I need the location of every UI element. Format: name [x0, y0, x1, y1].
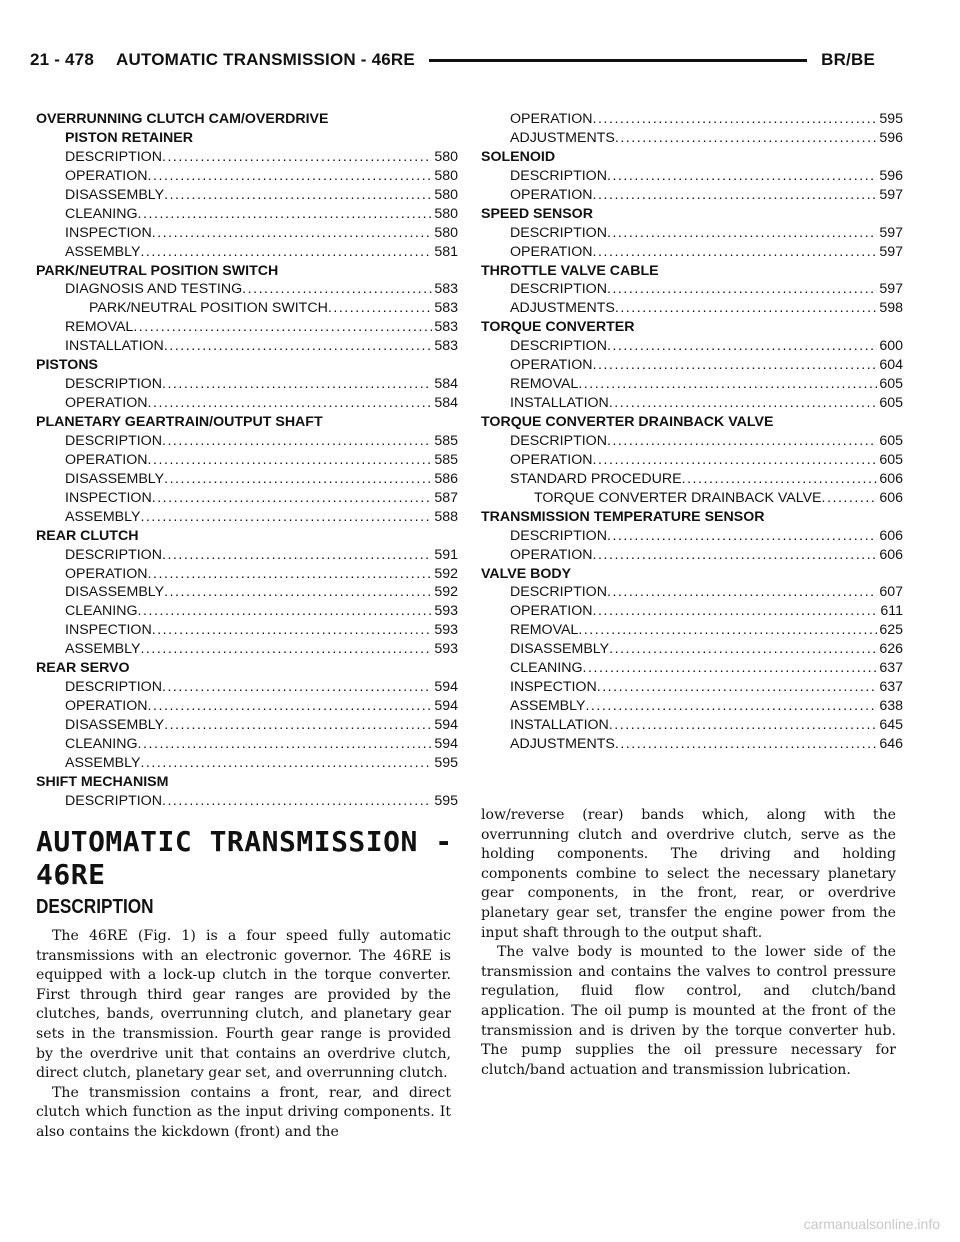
toc-entry-page: 607 [879, 584, 903, 601]
toc-entry-page: 583 [434, 300, 458, 317]
toc-entry-page: 585 [434, 451, 458, 468]
toc-leader-dots [593, 602, 879, 621]
toc-leader-dots [615, 735, 877, 754]
toc-entry[interactable] [481, 432, 903, 451]
toc-leader-dots [152, 621, 433, 640]
toc-leader-dots [138, 602, 433, 621]
toc-entry-page: 580 [434, 205, 458, 222]
toc-leader-dots [609, 716, 878, 735]
toc-entry[interactable] [36, 318, 458, 337]
toc-entry-label: ASSEMBLY [510, 698, 586, 715]
toc-entry[interactable] [481, 583, 903, 602]
toc-leader-dots [148, 451, 433, 470]
toc-leader-dots [162, 148, 432, 167]
toc-section-heading[interactable]: PISTONS [36, 357, 99, 374]
toc-entry-label: ADJUSTMENTS [510, 300, 615, 317]
toc-entry[interactable] [36, 697, 458, 716]
toc-leader-dots [138, 735, 433, 754]
toc-entry[interactable] [36, 792, 458, 811]
toc-entry[interactable] [481, 394, 903, 413]
toc-entry[interactable] [481, 735, 903, 754]
toc-entry-page: 604 [879, 357, 903, 374]
toc-leader-dots [162, 375, 432, 394]
toc-leader-dots [164, 716, 432, 735]
page-number: 21 - 478 [30, 50, 94, 69]
toc-entry[interactable] [36, 470, 458, 489]
toc-entry-label: INSTALLATION [65, 338, 164, 355]
toc-entry-label: OPERATION [510, 546, 593, 563]
toc-leader-dots [148, 565, 433, 584]
toc-entry[interactable] [36, 186, 458, 205]
toc-entry[interactable] [481, 697, 903, 716]
toc-entry[interactable] [36, 375, 458, 394]
toc-entry-page: 592 [434, 565, 458, 582]
toc-entry-label: OPERATION [65, 395, 148, 412]
toc-entry-page: 645 [879, 717, 903, 733]
toc-leader-dots [607, 337, 877, 356]
toc-entry-page: 580 [434, 148, 458, 165]
toc-entry-page: 605 [879, 432, 903, 449]
toc-entry-label: DESCRIPTION [510, 281, 607, 298]
toc-entry-page: 587 [434, 489, 458, 506]
toc-leader-dots [164, 583, 432, 602]
paragraph: The transmission contains a front, rear, and direct clutch which function as the input driving components. It also contains the kickdown (front) and the [36, 1084, 451, 1140]
toc-entry[interactable] [481, 659, 903, 678]
toc-entry-label: DESCRIPTION [65, 679, 162, 696]
paragraph: The 46RE (Fig. 1) is a four speed fully automatic transmissions with an electronic governor. The 46RE is equipped with a lock-up clutch in the torque converter. First through third gear ranges are provided by the clutches, bands, overrunning clutch, and planetary gear sets in the transmission. Fourth gear range is provided by the overdrive unit that contains an overdrive clutch, direct clutch, planetary gear set, and overrunning clutch. [36, 928, 451, 1082]
toc-leader-dots [822, 489, 878, 508]
toc-section-heading[interactable]: THROTTLE VALVE CABLE [481, 262, 659, 279]
toc-entry-page: 605 [879, 376, 903, 393]
toc-entry-label: OPERATION [65, 451, 148, 468]
toc-entry-label: OPERATION [510, 451, 593, 468]
paragraph: The valve body is mounted to the lower side of the transmission and contains the valves to control pressure regulation, fluid flow control, and clutch/band application. The oil pump is mounted at the front of the transmission and is driven by the torque converter hub. The pump supplies the oil pressure necessary for clutch/band actuation and transmission lubrication. [481, 944, 896, 1078]
toc-entry-label: ASSEMBLY [65, 243, 141, 260]
toc-section-heading[interactable]: PISTON RETAINER [65, 129, 193, 146]
toc-entry[interactable] [36, 640, 458, 659]
toc-entry[interactable] [481, 716, 903, 735]
toc-entry[interactable] [36, 299, 458, 318]
toc-entry[interactable] [36, 432, 458, 451]
toc-leader-dots [140, 640, 432, 659]
toc-leader-dots [607, 224, 877, 243]
toc-entry-page: 594 [434, 735, 458, 752]
toc-entry-label: INSPECTION [65, 489, 152, 506]
toc-leader-dots [585, 697, 877, 716]
toc-entry-page: 638 [879, 698, 903, 715]
toc-entry-label: CLEANING [65, 735, 138, 752]
toc-entry[interactable] [36, 451, 458, 470]
toc-entry-page: 637 [879, 660, 903, 677]
toc-entry-page: 611 [880, 603, 903, 620]
toc-leader-dots [140, 243, 432, 262]
toc-section-heading[interactable]: SOLENOID [481, 148, 556, 165]
toc-entry[interactable] [36, 621, 458, 640]
toc-leader-dots [140, 508, 432, 527]
toc-entry-page: 583 [434, 319, 458, 336]
toc-leader-dots [682, 470, 878, 489]
toc-entry[interactable] [36, 148, 458, 167]
toc-entry[interactable] [481, 602, 903, 621]
toc-entry-page: 626 [879, 641, 903, 658]
toc-entry-page: 606 [879, 546, 903, 563]
toc-leader-dots [152, 224, 433, 243]
toc-entry[interactable] [36, 508, 458, 527]
toc-section-heading[interactable]: OVERRUNNING CLUTCH CAM/OVERDRIVE [36, 111, 329, 127]
toc-entry-label: ADJUSTMENTS [510, 735, 615, 752]
toc-entry[interactable] [481, 280, 903, 299]
toc-entry-label: OPERATION [65, 167, 148, 184]
toc-entry-page: 588 [434, 508, 458, 525]
toc-leader-dots [609, 394, 878, 413]
toc-entry-label: INSPECTION [510, 679, 597, 696]
toc-entry-label: DISASSEMBLY [510, 641, 610, 658]
toc-entry-label: ADJUSTMENTS [510, 129, 615, 146]
toc-leader-dots [140, 754, 432, 773]
toc-leader-dots [607, 280, 877, 299]
toc-section-heading[interactable]: TORQUE CONVERTER [481, 319, 635, 336]
toc-leader-dots [583, 659, 878, 678]
toc-right-column [481, 110, 903, 754]
toc-entry-label: TORQUE CONVERTER DRAINBACK VALVE [534, 489, 822, 506]
toc-entry[interactable] [481, 299, 903, 318]
toc-leader-dots [597, 678, 878, 697]
toc-entry-label: DESCRIPTION [510, 338, 607, 355]
toc-entry[interactable] [36, 394, 458, 413]
toc-entry-label: INSTALLATION [510, 395, 609, 412]
toc-entry-label: OPERATION [65, 565, 148, 582]
toc-leader-dots [242, 280, 432, 299]
model-code: BR/BE [821, 50, 875, 69]
toc-entry[interactable] [36, 565, 458, 584]
toc-entry-label: REMOVAL [510, 622, 579, 639]
toc-entry-page: 606 [879, 527, 903, 544]
toc-entry-label: REMOVAL [65, 319, 134, 336]
toc-entry-page: 600 [879, 338, 903, 355]
toc-entry-label: OPERATION [510, 357, 593, 374]
toc-entry-page: 646 [879, 735, 903, 752]
toc-entry[interactable] [36, 243, 458, 262]
toc-entry-page: 597 [879, 186, 903, 203]
toc-entry[interactable] [481, 527, 903, 546]
toc-entry-page: 596 [879, 167, 903, 184]
toc-entry-page: 637 [879, 679, 903, 696]
toc-section-heading[interactable]: SHIFT MECHANISM [36, 773, 169, 790]
toc-entry-label: DIAGNOSIS AND TESTING [65, 281, 243, 298]
toc-entry-label: DESCRIPTION [65, 546, 162, 563]
toc-entry[interactable] [36, 546, 458, 565]
paragraph: low/reverse (rear) bands which, along with the overrunning clutch and overdrive clutch, serve as the holding components. The driving and holding components combine to select the necessary planetary gear components, in the front, rear, or overdrive planetary gear set, transfer the engine power from the input shaft through to the output shaft. [481, 807, 896, 941]
toc-entry-page: 605 [879, 451, 903, 468]
toc-entry-label: ASSEMBLY [65, 641, 141, 658]
toc-entry[interactable] [481, 489, 903, 508]
toc-section-heading[interactable]: PLANETARY GEARTRAIN/OUTPUT SHAFT [36, 414, 323, 430]
toc-leader-dots [162, 432, 432, 451]
toc-entry-label: DISASSEMBLY [65, 717, 165, 733]
toc-leader-dots [162, 546, 432, 565]
toc-entry[interactable] [481, 621, 903, 640]
toc-entry[interactable] [36, 337, 458, 356]
toc-section-heading[interactable]: TRANSMISSION TEMPERATURE SENSOR [481, 508, 765, 525]
toc-entry-label: DESCRIPTION [510, 167, 607, 184]
toc-entry-label: ASSEMBLY [65, 508, 141, 525]
toc-entry[interactable] [36, 280, 458, 299]
watermark: carmanualsonline.info [803, 1216, 940, 1232]
toc-entry-page: 606 [879, 489, 903, 506]
toc-entry-label: OPERATION [510, 186, 593, 203]
toc-entry-label: DESCRIPTION [510, 224, 607, 241]
toc-entry-page: 593 [434, 622, 458, 639]
toc-entry-page: 585 [434, 432, 458, 449]
toc-entry[interactable] [36, 205, 458, 224]
toc-section-heading[interactable]: PARK/NEUTRAL POSITION SWITCH [36, 262, 279, 279]
toc-entry-page: 586 [434, 470, 458, 487]
toc-entry-label: DESCRIPTION [65, 792, 162, 809]
toc-entry[interactable] [36, 754, 458, 773]
toc-entry[interactable] [36, 735, 458, 754]
toc-entry[interactable] [36, 167, 458, 186]
toc-entry-page: 583 [434, 338, 458, 355]
toc-leader-dots [164, 470, 432, 489]
header-title: AUTOMATIC TRANSMISSION - 46RE [115, 50, 415, 69]
toc-entry-label: DESCRIPTION [65, 376, 162, 393]
toc-entry-label: OPERATION [510, 111, 593, 127]
toc-section-heading[interactable]: VALVE BODY [481, 565, 572, 582]
toc-entry-page: 583 [434, 281, 458, 298]
toc-entry-page: 584 [434, 395, 458, 412]
toc-entry[interactable] [36, 678, 458, 697]
toc-leader-dots [615, 129, 877, 148]
toc-entry-label: DESCRIPTION [510, 584, 607, 601]
toc-entry-page: 581 [434, 243, 458, 260]
toc-entry[interactable] [481, 243, 903, 262]
toc-entry-label: CLEANING [510, 660, 583, 677]
toc-entry-label: REMOVAL [510, 376, 579, 393]
toc-leader-dots [609, 640, 877, 659]
toc-section-heading[interactable]: REAR SERVO [36, 660, 130, 677]
toc-entry-label: DESCRIPTION [510, 432, 607, 449]
toc-entry-label: PARK/NEUTRAL POSITION SWITCH [89, 300, 328, 317]
toc-entry-page: 594 [434, 679, 458, 696]
toc-entry-page: 597 [879, 243, 903, 260]
toc-entry-page: 598 [879, 300, 903, 317]
toc-leader-dots [607, 167, 877, 186]
toc-entry[interactable] [36, 489, 458, 508]
toc-entry-label: DESCRIPTION [65, 432, 162, 449]
toc-entry-page: 597 [879, 224, 903, 241]
toc-leader-dots [607, 527, 877, 546]
toc-entry-page: 595 [434, 792, 458, 809]
toc-entry-label: OPERATION [510, 243, 593, 260]
toc-entry[interactable] [481, 110, 903, 129]
toc-entry[interactable] [481, 167, 903, 186]
toc-section-heading[interactable]: REAR CLUTCH [36, 527, 139, 544]
toc-entry[interactable] [481, 129, 903, 148]
toc-entry-label: DISASSEMBLY [65, 186, 165, 203]
toc-leader-dots [152, 489, 433, 508]
toc-entry[interactable] [481, 186, 903, 205]
section-heading: DESCRIPTION [36, 896, 154, 918]
toc-leader-dots [607, 583, 877, 602]
toc-section-heading[interactable]: SPEED SENSOR [481, 205, 593, 222]
toc-leader-dots [164, 337, 433, 356]
toc-entry-label: DESCRIPTION [510, 527, 607, 544]
toc-entry-page: 594 [434, 717, 458, 733]
toc-entry[interactable] [36, 583, 458, 602]
toc-leader-dots [328, 299, 432, 318]
toc-entry[interactable] [36, 602, 458, 621]
toc-section-heading[interactable]: TORQUE CONVERTER DRAINBACK VALVE [481, 414, 774, 430]
toc-entry-page: 625 [879, 622, 903, 639]
toc-entry-label: OPERATION [510, 603, 593, 620]
toc-entry-label: DISASSEMBLY [65, 584, 165, 601]
toc-entry-label: STANDARD PROCEDURE [510, 470, 682, 487]
toc-leader-dots [615, 299, 877, 318]
toc-leader-dots [164, 186, 432, 205]
toc-leader-dots [593, 451, 878, 470]
toc-leader-dots [162, 678, 432, 697]
toc-leader-dots [593, 356, 878, 375]
toc-entry[interactable] [481, 375, 903, 394]
toc-leader-dots [593, 110, 878, 129]
toc-entry-page: 593 [434, 641, 458, 658]
toc-entry-label: ASSEMBLY [65, 754, 141, 771]
toc-entry[interactable] [481, 640, 903, 659]
toc-entry-page: 597 [879, 281, 903, 298]
toc-entry-page: 596 [879, 129, 903, 146]
toc-entry[interactable] [481, 337, 903, 356]
toc-leader-dots [138, 205, 433, 224]
toc-leader-dots [607, 432, 877, 451]
toc-entry-label: CLEANING [65, 603, 138, 620]
toc-entry-page: 595 [879, 111, 903, 127]
toc-entry-page: 580 [434, 186, 458, 203]
toc-entry-page: 592 [434, 584, 458, 601]
toc-leader-dots [593, 186, 878, 205]
toc-entry-page: 593 [434, 603, 458, 620]
toc-entry-label: INSPECTION [65, 622, 152, 639]
toc-leader-dots [578, 621, 877, 640]
toc-entry-page: 580 [434, 224, 458, 241]
article-title: AUTOMATIC TRANSMISSION - 46RE [36, 825, 453, 891]
toc-left-column [36, 110, 458, 811]
toc-entry[interactable] [481, 356, 903, 375]
toc-entry-page: 580 [434, 167, 458, 184]
toc-entry-page: 594 [434, 698, 458, 715]
toc-entry-page: 605 [879, 395, 903, 412]
toc-entry-page: 584 [434, 376, 458, 393]
toc-entry-label: INSTALLATION [510, 717, 609, 733]
toc-entry[interactable] [481, 678, 903, 697]
toc-leader-dots [593, 243, 878, 262]
toc-entry-page: 595 [434, 754, 458, 771]
toc-entry-label: OPERATION [65, 698, 148, 715]
toc-entry-page: 606 [879, 470, 903, 487]
body-right-column [481, 806, 896, 1080]
toc-entry-label: INSPECTION [65, 224, 152, 241]
toc-entry-page: 591 [434, 546, 458, 563]
toc-entry[interactable] [36, 224, 458, 243]
header-rule [429, 59, 807, 62]
toc-leader-dots [148, 697, 433, 716]
body-left-column [36, 927, 451, 1143]
toc-entry-label: CLEANING [65, 205, 138, 222]
toc-entry[interactable] [481, 451, 903, 470]
toc-entry-label: DESCRIPTION [65, 148, 162, 165]
toc-entry-label: DISASSEMBLY [65, 470, 165, 487]
page-header [30, 46, 875, 74]
toc-entry[interactable] [481, 224, 903, 243]
toc-leader-dots [148, 167, 433, 186]
toc-entry[interactable] [481, 546, 903, 565]
toc-leader-dots [162, 792, 432, 811]
toc-leader-dots [578, 375, 877, 394]
toc-entry[interactable] [36, 716, 458, 735]
toc-leader-dots [593, 546, 878, 565]
toc-leader-dots [148, 394, 433, 413]
toc-leader-dots [133, 318, 432, 337]
toc-entry[interactable] [481, 470, 903, 489]
